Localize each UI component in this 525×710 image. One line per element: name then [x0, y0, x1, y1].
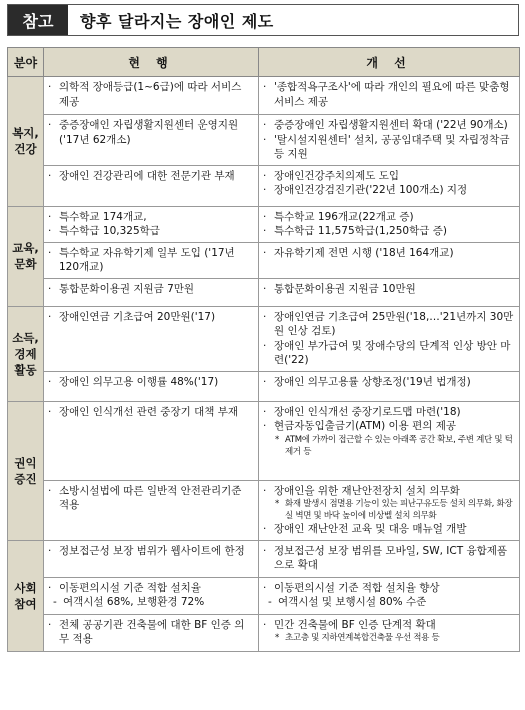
- asterisk-marker: *: [275, 633, 279, 643]
- item-text: 장애인연금 기초급여 25만원('18,…'21년까지 30만원 인상 검토): [274, 310, 514, 337]
- bullet-marker: ·: [263, 405, 267, 418]
- item-text: 장애인연금 기초급여 20만원('17): [59, 310, 216, 323]
- bullet-marker: ·: [263, 375, 267, 388]
- item-text: ATM에 가까이 접근할 수 있는 아래쪽 공간 확보, 주변 계단 및 턱 제거 등: [285, 434, 513, 457]
- item-text: 특수학교 196개교(22개교 증): [274, 210, 414, 223]
- current-cell: [44, 540, 259, 577]
- item-text: 초고층 및 지하연계복합건축물 우선 적용 등: [285, 633, 440, 643]
- item-text: 특수학급 11,575학급(1,250학급 증): [274, 225, 447, 237]
- bullet-item: [48, 118, 253, 147]
- bullet-marker: ·: [263, 119, 267, 131]
- improved-cell: [259, 242, 520, 278]
- bullet-marker: ·: [263, 246, 267, 259]
- bullet-marker: ·: [263, 282, 267, 295]
- page-title: 향후 달라지는 장애인 제도: [80, 11, 274, 31]
- bullet-marker: -: [268, 596, 272, 608]
- bullet-marker: ·: [48, 282, 52, 295]
- table-row: [8, 614, 520, 651]
- item-text: 정보접근성 보장 범위가 웹사이트에 한정: [59, 544, 245, 557]
- asterisk-marker: *: [275, 499, 279, 509]
- bullet-marker: ·: [263, 81, 267, 93]
- bullet-item: [263, 210, 514, 225]
- table-row: [8, 242, 520, 278]
- bullet-item: [263, 375, 514, 390]
- table-header-row: [8, 48, 520, 77]
- bullet-item: [263, 419, 514, 434]
- item-text: 여객시설 68%, 보행환경 72%: [63, 596, 205, 608]
- bullet-marker: ·: [48, 405, 52, 418]
- bullet-marker: ·: [263, 523, 267, 535]
- bullet-marker: ·: [48, 225, 52, 237]
- category-cell: [8, 401, 44, 540]
- category-line: 활동: [14, 362, 37, 377]
- improved-cell: [259, 206, 520, 242]
- item-text: '종합적욕구조사'에 따라 개인의 필요에 따른 맞춤형서비스 제공: [274, 81, 510, 108]
- category-line: 증진: [14, 471, 37, 486]
- bullet-item: [48, 618, 253, 647]
- category-cell: [8, 306, 44, 401]
- current-cell: [44, 206, 259, 242]
- improved-cell: [259, 278, 520, 306]
- bullet-item: [263, 581, 514, 596]
- item-text: '탈시설지원센터' 설치, 공공임대주택 및 자립정착금 등 지원: [274, 133, 510, 160]
- bullet-item: [48, 595, 253, 610]
- bullet-marker: ·: [48, 246, 52, 259]
- bullet-item: [263, 484, 514, 499]
- improved-cell: [259, 540, 520, 577]
- table-body: [8, 77, 520, 652]
- bullet-item: [48, 544, 253, 559]
- current-cell: [44, 306, 259, 371]
- bullet-item: [48, 210, 253, 225]
- table-row: [8, 540, 520, 577]
- improved-cell: [259, 401, 520, 480]
- category-cell: [8, 540, 44, 651]
- bullet-item: [48, 246, 253, 275]
- item-text: 특수학급 10,325학급: [59, 225, 160, 237]
- current-cell: [44, 242, 259, 278]
- bullet-item: [263, 118, 514, 133]
- bullet-item: [263, 522, 514, 537]
- bullet-item: [263, 544, 514, 573]
- category-line: 문화: [14, 257, 37, 271]
- bullet-item: [263, 618, 514, 633]
- bullet-item: [48, 581, 253, 596]
- bullet-marker: ·: [48, 119, 52, 131]
- table-row: [8, 401, 520, 480]
- category-line: 복지,: [12, 126, 39, 141]
- bullet-item: [48, 80, 253, 109]
- item-text: 통합문화이용권 지원금 10만원: [274, 282, 416, 295]
- item-text: 장애인을 위한 재난안전장치 설치 의무화: [274, 484, 460, 497]
- table-row: [8, 206, 520, 242]
- item-text: 중증장애인 자립생활지원센터 확대 ('22년 90개소): [274, 119, 508, 131]
- bullet-marker: ·: [263, 169, 267, 182]
- reference-tag: 참고: [8, 5, 68, 35]
- bullet-marker: ·: [263, 581, 267, 594]
- bullet-marker: ·: [263, 225, 267, 237]
- bullet-marker: ·: [263, 618, 267, 631]
- bullet-item: [263, 183, 514, 198]
- bullet-item: [263, 169, 514, 184]
- bullet-item: [263, 246, 514, 261]
- item-text: 화재 발생시 점멸용 기능이 있는 피난구유도등 설치 의무화, 화장실 벽면 및 바닥 높이에 비상벨 설치 의무화: [285, 499, 513, 521]
- current-cell: [44, 480, 259, 540]
- item-text: 특수학교 174개교,: [59, 210, 147, 223]
- header-current: 현 행: [44, 48, 259, 77]
- comparison-table: [7, 47, 520, 652]
- bullet-marker: ·: [48, 544, 52, 557]
- bullet-marker: ·: [263, 210, 267, 223]
- bullet-item: [263, 282, 514, 297]
- table-row: [8, 165, 520, 206]
- table-row: [8, 371, 520, 401]
- bullet-marker: ·: [263, 339, 267, 352]
- table-row: [8, 480, 520, 540]
- category-line: 권익: [14, 455, 37, 470]
- bullet-item: [48, 169, 253, 184]
- bullet-marker: ·: [48, 81, 52, 93]
- item-text: 이동편의시설 기준 적합 설치율 향상: [274, 581, 440, 594]
- current-cell: [44, 371, 259, 401]
- bullet-item: [48, 224, 253, 239]
- improved-cell: [259, 115, 520, 166]
- improved-cell: [259, 306, 520, 371]
- bullet-marker: ·: [263, 133, 267, 146]
- current-cell: [44, 577, 259, 614]
- current-cell: [44, 614, 259, 651]
- category-line: 건강: [14, 142, 37, 157]
- bullet-item: [263, 80, 514, 109]
- bullet-marker: ·: [48, 581, 52, 594]
- bullet-item: [48, 405, 253, 420]
- category-line: 교육,: [12, 241, 39, 255]
- bullet-item: [263, 224, 514, 239]
- table-row: [8, 115, 520, 166]
- bullet-marker: ·: [48, 210, 52, 223]
- item-text: 민간 건축물에 BF 인증 단계적 확대: [274, 618, 436, 631]
- bullet-item: [263, 339, 514, 368]
- category-line: 소득,: [12, 330, 39, 345]
- category-line: 경제: [14, 346, 37, 361]
- item-text: 특수학교 자유학기제 일부 도입 ('17년 120개교): [59, 246, 235, 273]
- item-text: 정보접근성 보장 범위를 모바일, SW, ICT 융합제품으로 확대: [274, 544, 508, 571]
- item-text: 장애인 재난안전 교육 및 대응 매뉴얼 개발: [274, 523, 467, 535]
- item-text: 장애인 인식개선 중장기로드맵 마련('18): [274, 405, 461, 418]
- table-row: [8, 278, 520, 306]
- note-item: [263, 498, 514, 522]
- bullet-marker: ·: [48, 169, 52, 182]
- current-cell: [44, 77, 259, 115]
- bullet-marker: ·: [263, 310, 267, 323]
- improved-cell: [259, 480, 520, 540]
- bullet-item: [48, 375, 253, 390]
- item-text: 전체 공공기관 건축물에 대한 BF 인증 의무 적용: [59, 618, 245, 645]
- current-cell: [44, 401, 259, 480]
- table-row: [8, 77, 520, 115]
- item-text: 의학적 장애등급(1~6급)에 따라 서비스 제공: [59, 81, 242, 108]
- item-text: 장애인 건강관리에 대한 전문기관 부재: [59, 169, 235, 182]
- category-cell: [8, 206, 44, 306]
- bullet-marker: ·: [263, 544, 267, 557]
- bullet-marker: ·: [263, 484, 267, 497]
- bullet-item: [263, 595, 514, 610]
- item-text: 장애인 의무고용 이행률 48%('17): [59, 375, 219, 388]
- bullet-item: [48, 310, 253, 325]
- header-field: 분야: [8, 48, 44, 77]
- bullet-item: [263, 133, 514, 162]
- item-text: 자유학기제 전면 시행 ('18년 164개교): [274, 246, 454, 259]
- item-text: 장애인 의무고용률 상향조정('19년 법개정): [274, 375, 471, 388]
- bullet-marker: ·: [48, 484, 52, 497]
- item-text: 소방시설법에 따른 일반적 안전관리기준 적용: [59, 484, 242, 511]
- item-text: 장애인 인식개선 관련 중장기 대책 부재: [59, 405, 238, 418]
- category-cell: [8, 77, 44, 207]
- item-text: 이동편의시설 기준 적합 설치율: [59, 581, 201, 594]
- header-improved: 개 선: [259, 48, 520, 77]
- item-text: 장애인 부가급여 및 장애수당의 단계적 인상 방안 마련('22): [274, 339, 511, 366]
- current-cell: [44, 115, 259, 166]
- bullet-marker: -: [53, 596, 57, 608]
- bullet-item: [263, 405, 514, 420]
- improved-cell: [259, 371, 520, 401]
- asterisk-marker: *: [275, 434, 279, 445]
- bullet-marker: ·: [263, 184, 267, 196]
- item-text: 장애인건강검진기관('22년 100개소) 지정: [274, 184, 468, 196]
- bullet-item: [48, 282, 253, 297]
- item-text: 장애인건강주치의제도 도입: [274, 169, 400, 182]
- note-item: [263, 434, 514, 458]
- category-line: 사회: [14, 580, 37, 595]
- bullet-marker: ·: [263, 420, 267, 432]
- bullet-item: [263, 310, 514, 339]
- improved-cell: [259, 77, 520, 115]
- improved-cell: [259, 165, 520, 206]
- item-text: 여객시설 및 보행시설 80% 수준: [278, 596, 427, 608]
- item-text: 현금자동입출금기(ATM) 이용 편의 제공: [274, 420, 457, 432]
- category-line: 참여: [14, 596, 37, 611]
- bullet-marker: ·: [48, 310, 52, 323]
- current-cell: [44, 278, 259, 306]
- item-text: 통합문화이용권 지원금 7만원: [59, 282, 195, 295]
- table-row: [8, 306, 520, 371]
- improved-cell: [259, 614, 520, 651]
- improved-cell: [259, 577, 520, 614]
- bullet-marker: ·: [48, 618, 52, 631]
- bullet-item: [48, 484, 253, 513]
- item-text: 중증장애인 자립생활지원센터 운영지원('17년 62개소): [59, 119, 239, 146]
- bullet-marker: ·: [48, 375, 52, 388]
- note-item: [263, 632, 514, 644]
- table-row: [8, 577, 520, 614]
- title-bar: [7, 4, 519, 36]
- current-cell: [44, 165, 259, 206]
